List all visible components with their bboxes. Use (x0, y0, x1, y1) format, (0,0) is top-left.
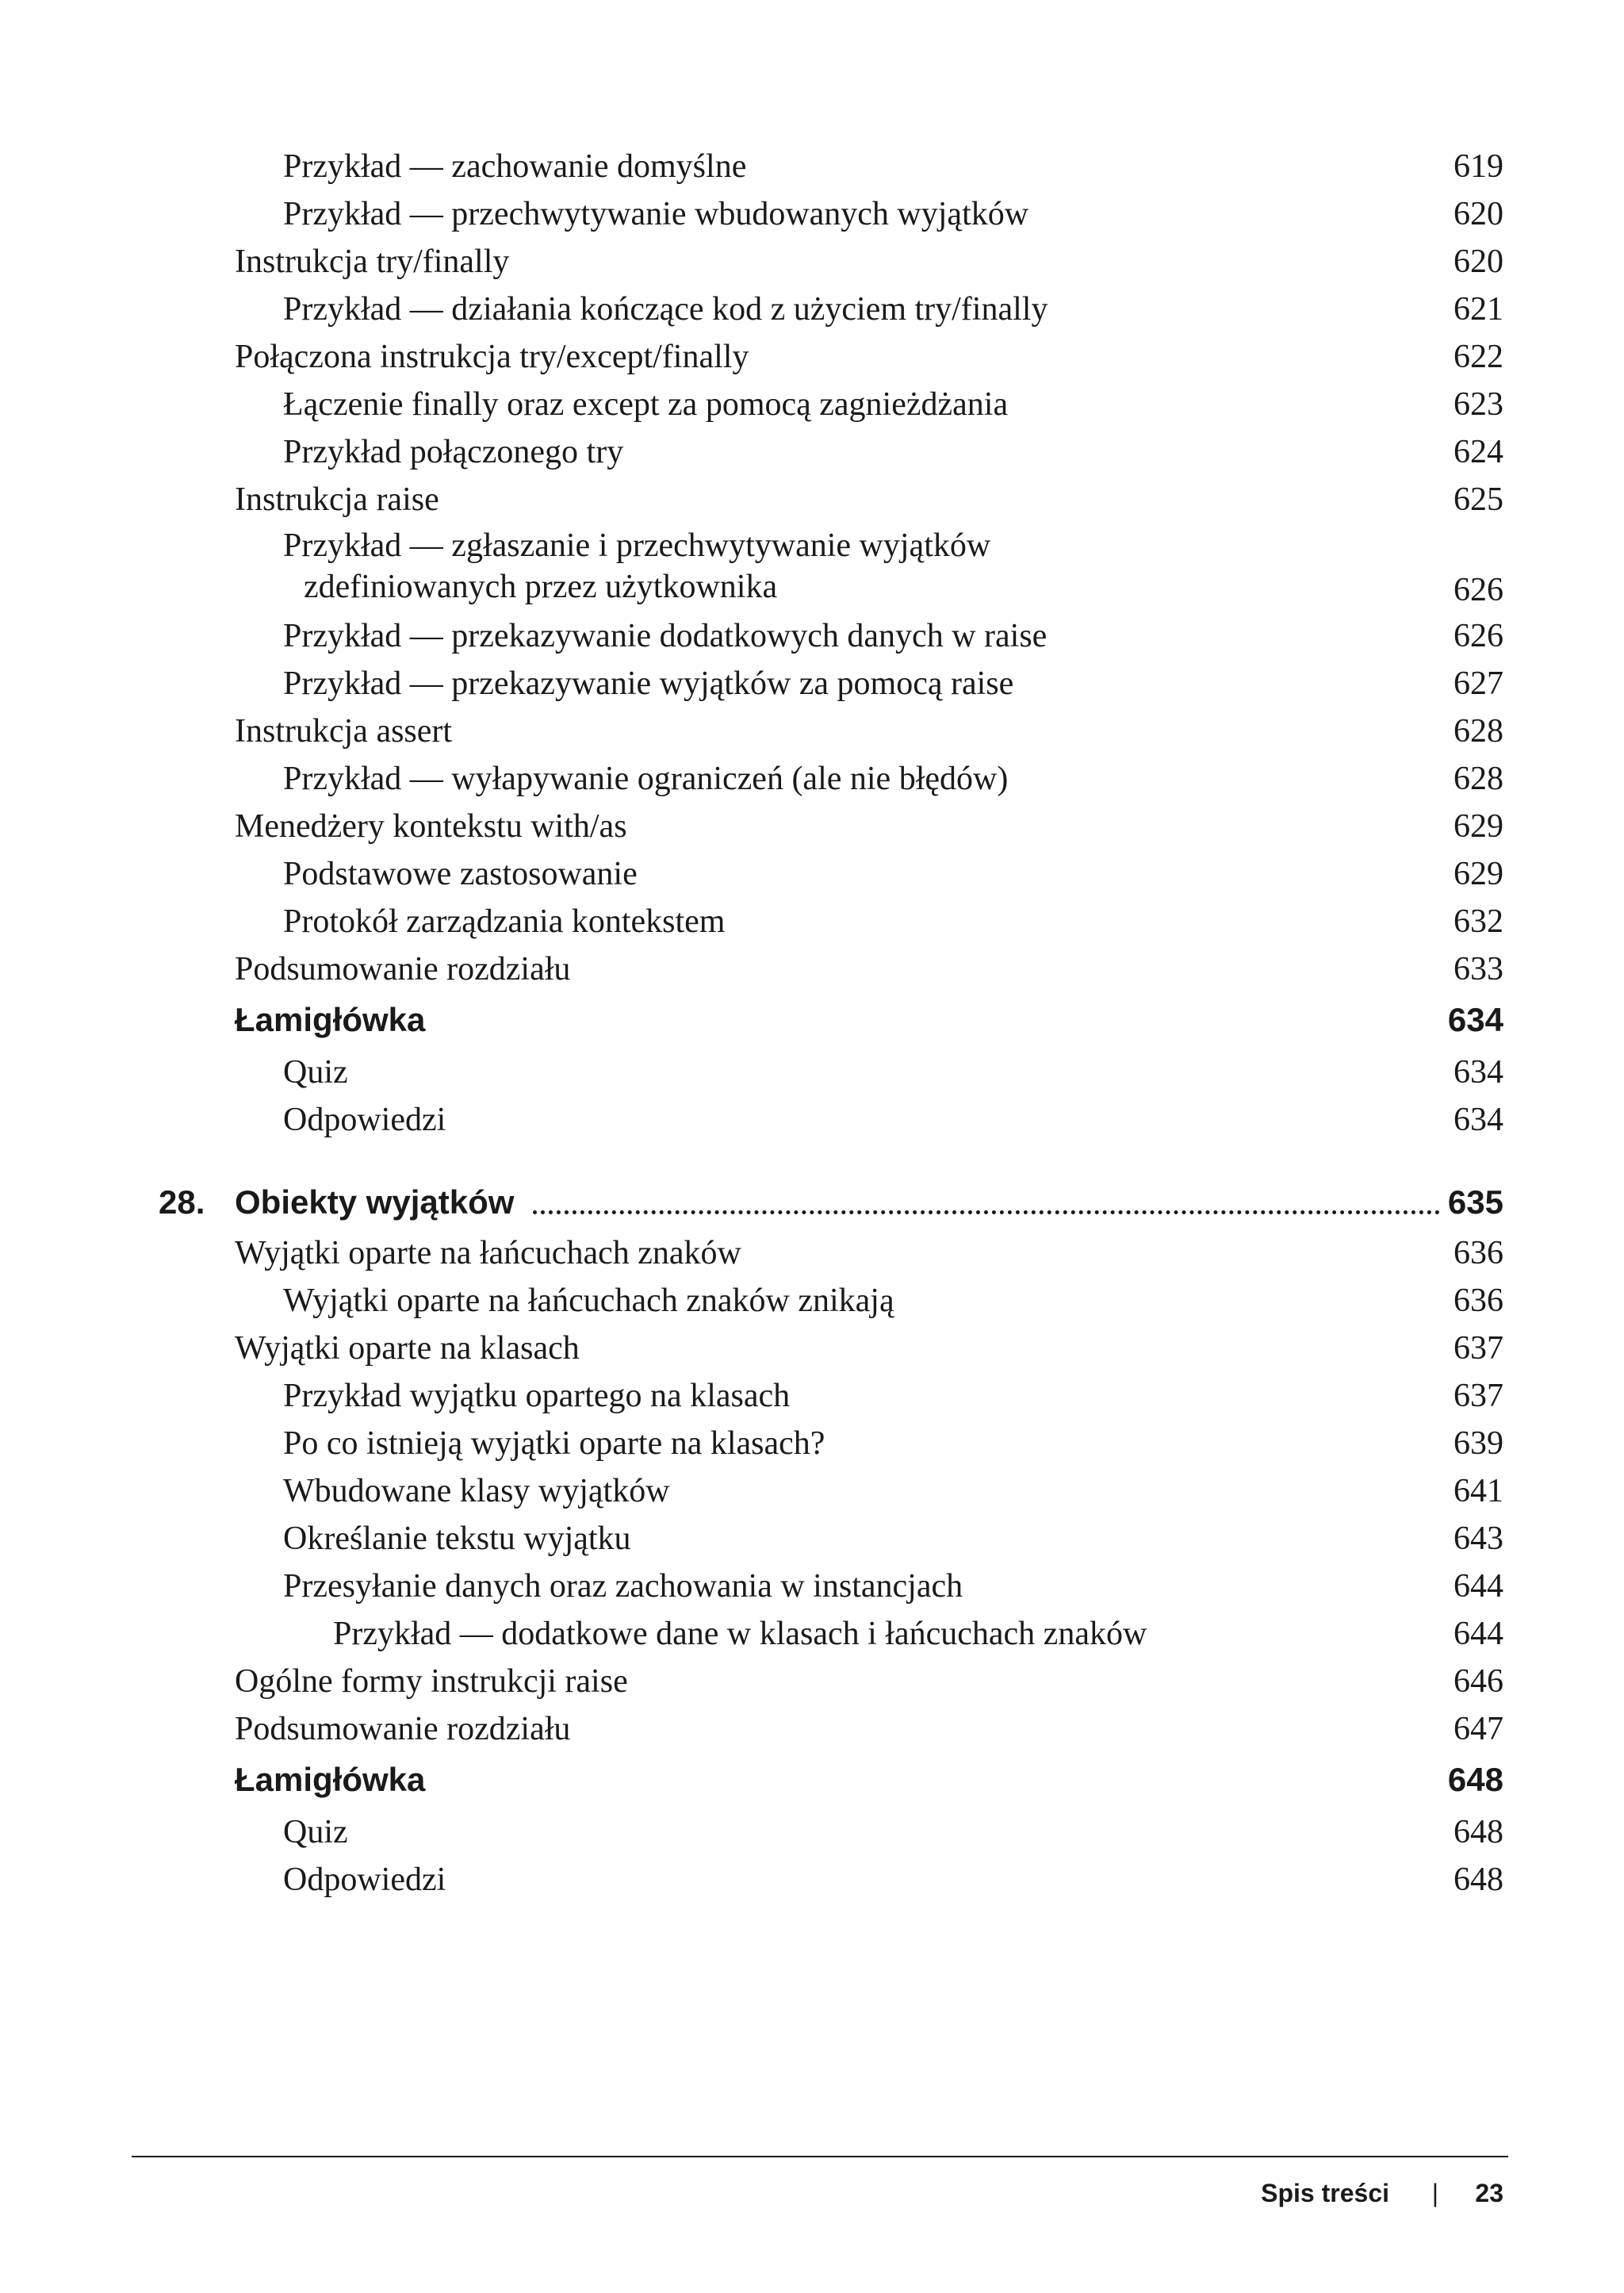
section-heading-page: 648 (1447, 1761, 1503, 1798)
footer-separator: | (1431, 2179, 1438, 2207)
dot-leader (533, 1210, 1440, 1214)
toc-entry-page: 644 (1454, 1616, 1503, 1652)
toc-entry-title: Połączona instrukcja try/except/finally (235, 339, 749, 375)
toc-entry-title: Wyjątki oparte na łańcuchach znaków znikają (283, 1283, 894, 1319)
toc-entry-title: Menedżery kontekstu with/as (235, 808, 627, 845)
toc-entry-page: 634 (1454, 1102, 1503, 1138)
toc-entry-page: 624 (1454, 434, 1503, 470)
toc-entry-title: Po co istnieją wyjątki oparte na klasach? (283, 1425, 825, 1462)
toc-entry-title: Instrukcja raise (235, 481, 439, 518)
toc-entry-title: Wyjątki oparte na klasach (235, 1330, 580, 1367)
toc-entry-page: 636 (1454, 1235, 1503, 1271)
section-heading-page: 634 (1447, 1001, 1503, 1038)
toc-entry-page: 643 (1454, 1520, 1503, 1557)
toc-entry-title: Podsumowanie rozdziału (235, 951, 571, 987)
toc-entry-page: 620 (1454, 243, 1503, 280)
toc-entry-page: 637 (1454, 1330, 1503, 1367)
toc-entry-title: Instrukcja assert (235, 713, 453, 750)
toc-entry-title: Przykład — przechwytywanie wbudowanych wyjątków (283, 196, 1029, 232)
toc-entry-page: 619 (1454, 148, 1503, 185)
toc-entry-page: 647 (1454, 1711, 1503, 1747)
toc-entry-page: 628 (1454, 713, 1503, 750)
toc-entry-title: Przykład — dodatkowe dane w klasach i łańcuchach znaków (333, 1616, 1147, 1652)
toc-entry-page: 625 (1454, 481, 1503, 518)
toc-entry-title: Instrukcja try/finally (235, 243, 510, 280)
toc-entry-title: Przykład — przekazywanie dodatkowych danych w raise (283, 618, 1048, 654)
toc-entry-title: Przykład — wyłapywanie ograniczeń (ale nie błędów) (283, 761, 1009, 797)
toc-entry-title: Przykład wyjątku opartego na klasach (283, 1378, 791, 1414)
toc-entry-page: 629 (1454, 856, 1503, 892)
toc-entry-page: 634 (1454, 1054, 1503, 1091)
toc-entry-title: Przykład — zachowanie domyślne (283, 148, 747, 185)
chapter-title: Obiekty wyjątków (235, 1183, 515, 1221)
toc-entry-page: 633 (1454, 951, 1503, 987)
chapter-page: 635 (1447, 1183, 1503, 1221)
toc-entry-title: Odpowiedzi (283, 1102, 446, 1138)
toc-entry-page: 641 (1454, 1473, 1503, 1509)
section-heading-title: Łamigłówka (235, 1761, 426, 1798)
footer-divider (132, 2156, 1508, 2157)
toc-entry-page: 636 (1454, 1283, 1503, 1319)
toc-entry-page: 648 (1454, 1814, 1503, 1850)
toc-entry-page: 627 (1454, 665, 1503, 702)
toc-entry-page: 621 (1454, 291, 1503, 328)
footer-page-number: 23 (1475, 2179, 1503, 2207)
toc-entry-title: Quiz (283, 1814, 348, 1850)
toc-entry-page: 646 (1454, 1663, 1503, 1700)
toc-entry-title (283, 525, 990, 608)
toc-entry-page: 626 (1454, 572, 1503, 608)
toc-entry-title-line2: zdefiniowanych przez użytkownika (304, 569, 778, 605)
toc-entry-title: Podstawowe zastosowanie (283, 856, 638, 892)
toc-entry-page: 620 (1454, 196, 1503, 232)
toc-entry-page: 648 (1454, 1862, 1503, 1898)
toc-entry-title: Protokół zarządzania kontekstem (283, 903, 726, 940)
footer-section-title: Spis treści (1261, 2179, 1389, 2207)
toc-entry-page: 626 (1454, 618, 1503, 654)
toc-entry-title: Łączenie finally oraz except za pomocą zagnieżdżania (283, 386, 1009, 423)
toc-entry-title: Przesyłanie danych oraz zachowania w instancjach (283, 1568, 963, 1605)
toc-entry-title: Przykład — działania kończące kod z użyciem try/finally (283, 291, 1048, 328)
toc-entry-page: 639 (1454, 1425, 1503, 1462)
toc-entry-title: Quiz (283, 1054, 348, 1091)
toc-entry-title: Przykład połączonego try (283, 434, 624, 470)
toc-entry-page: 623 (1454, 386, 1503, 423)
toc-entry-page: 622 (1454, 339, 1503, 375)
toc-entry-title: Wbudowane klasy wyjątków (283, 1473, 670, 1509)
toc-entry-title: Podsumowanie rozdziału (235, 1711, 571, 1747)
chapter-number: 28. (159, 1183, 205, 1221)
toc-entry-page: 644 (1454, 1568, 1503, 1605)
toc-entry-title: Wyjątki oparte na łańcuchach znaków (235, 1235, 741, 1271)
toc-entry-page: 628 (1454, 761, 1503, 797)
section-heading-title: Łamigłówka (235, 1001, 426, 1038)
toc-entry-title: Określanie tekstu wyjątku (283, 1520, 631, 1557)
toc-entry-title-line1: Przykład — zgłaszanie i przechwytywanie wyjątków (283, 527, 991, 564)
toc-entry-page: 629 (1454, 808, 1503, 845)
toc-entry-title: Odpowiedzi (283, 1862, 446, 1898)
toc-entry-page: 637 (1454, 1378, 1503, 1414)
toc-entry-title: Przykład — przekazywanie wyjątków za pomocą raise (283, 665, 1014, 702)
toc-entry-title: Ogólne formy instrukcji raise (235, 1663, 628, 1700)
toc-entry-page: 632 (1454, 903, 1503, 940)
